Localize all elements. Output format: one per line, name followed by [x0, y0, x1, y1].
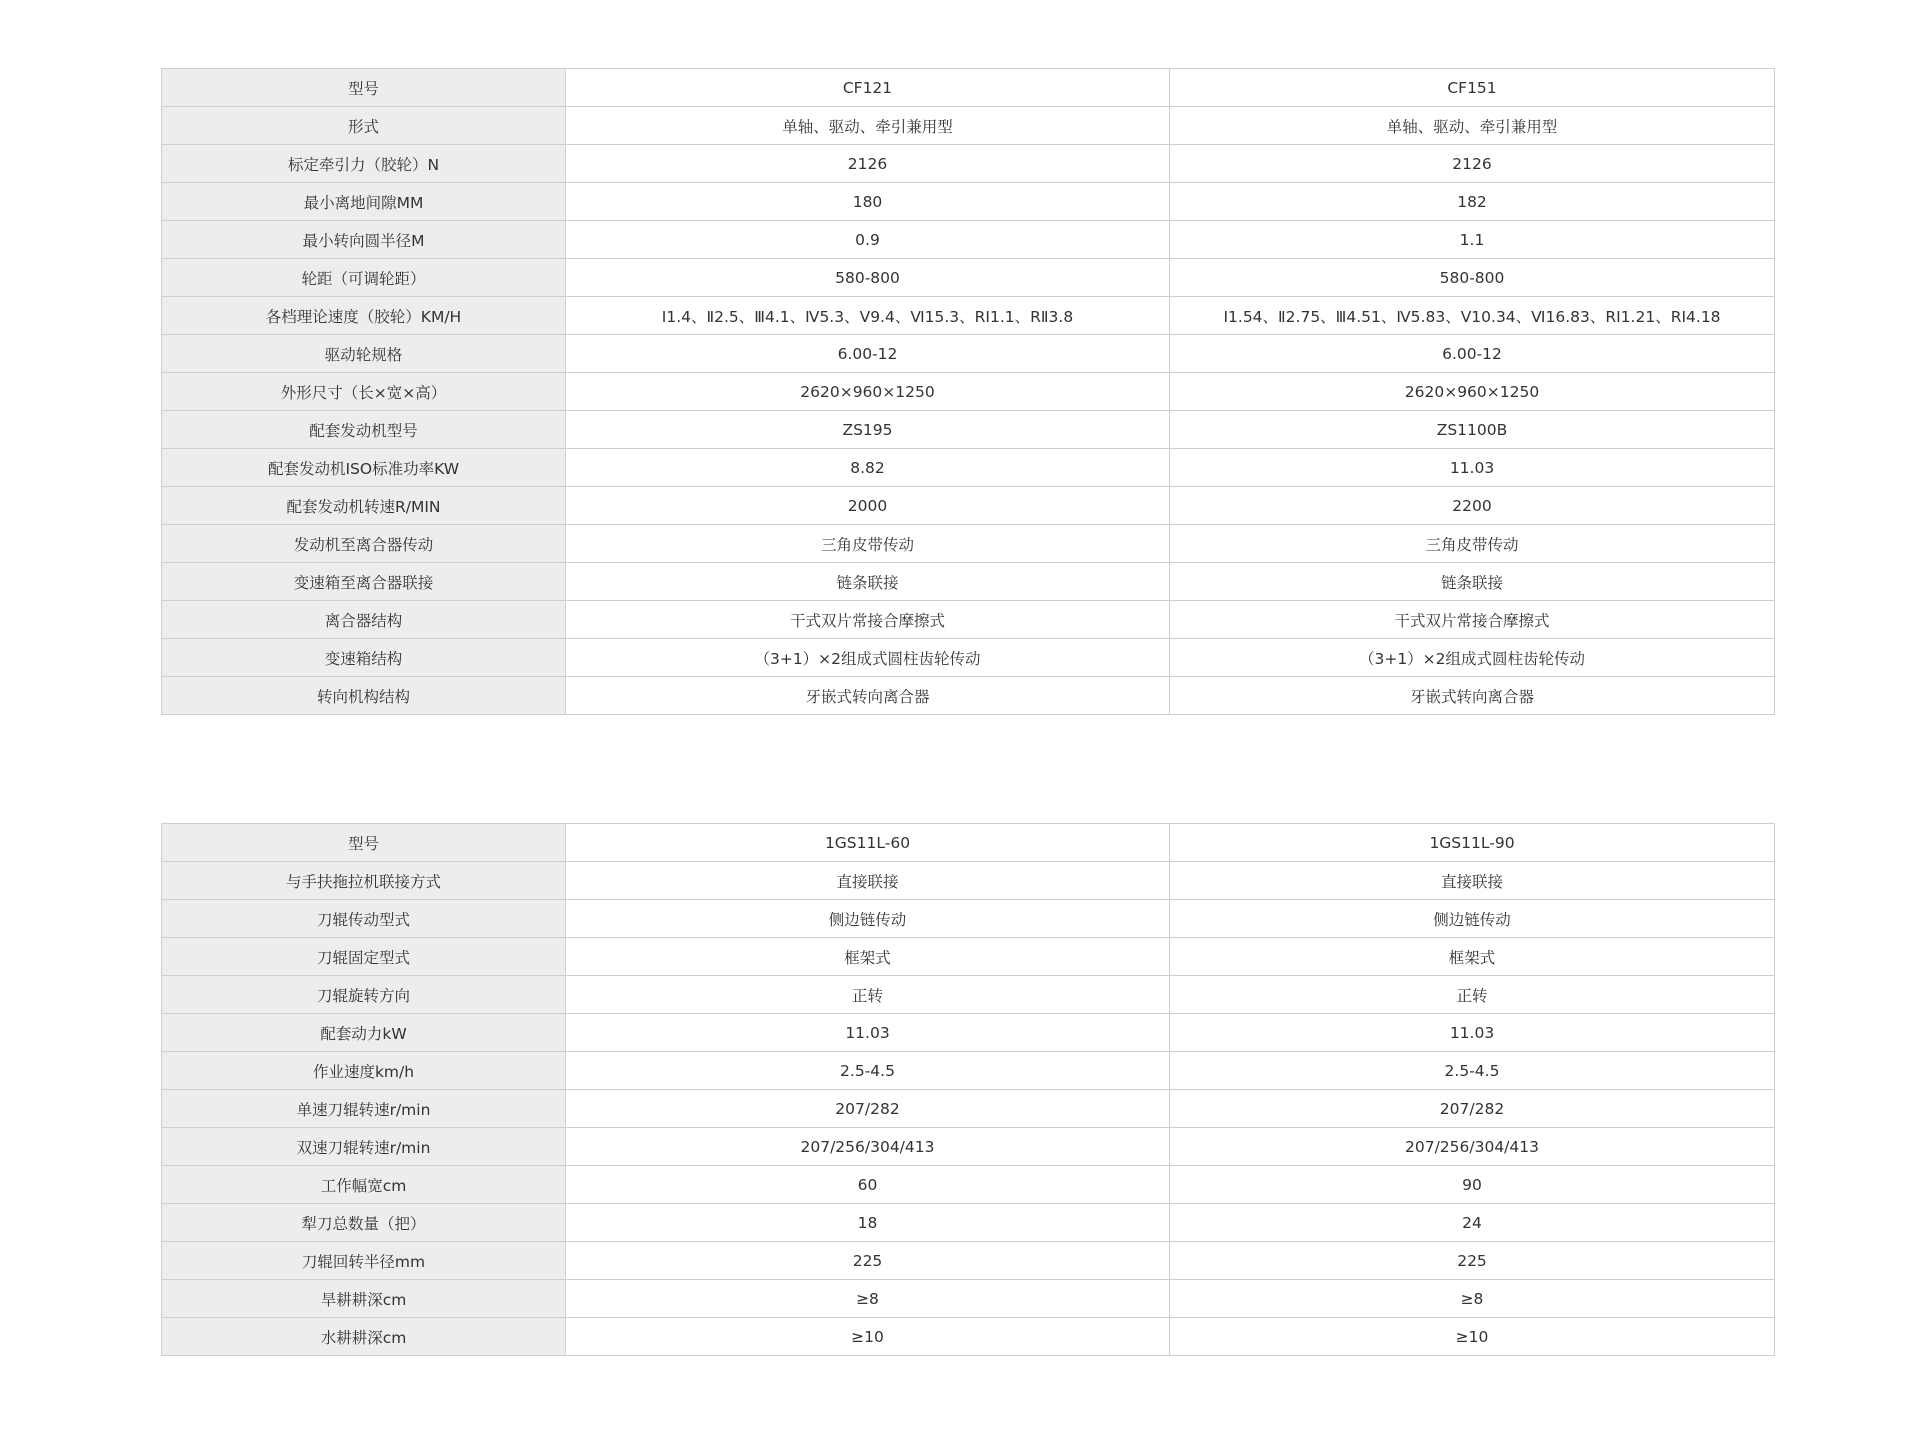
row-label: 与手扶拖拉机联接方式	[162, 862, 566, 900]
table-row	[162, 373, 1775, 411]
row-value-a: 框架式	[566, 938, 1170, 976]
table-row	[162, 1204, 1775, 1242]
row-value-b: ≥8	[1170, 1280, 1775, 1318]
row-value-a: 6.00-12	[566, 335, 1170, 373]
row-label: 配套动力kW	[162, 1014, 566, 1052]
row-label: 各档理论速度（胶轮）KM/H	[162, 297, 566, 335]
row-value-a: 链条联接	[566, 563, 1170, 601]
row-value-b: 11.03	[1170, 1014, 1775, 1052]
table-row	[162, 221, 1775, 259]
row-value-b: 2620×960×1250	[1170, 373, 1775, 411]
row-label: 犁刀总数量（把）	[162, 1204, 566, 1242]
row-value-a: 1GS11L-60	[566, 824, 1170, 862]
row-label: 刀辊固定型式	[162, 938, 566, 976]
table-row	[162, 862, 1775, 900]
row-value-a: ≥10	[566, 1318, 1170, 1356]
row-value-a: 2126	[566, 145, 1170, 183]
row-value-b: 580-800	[1170, 259, 1775, 297]
row-label: 轮距（可调轮距）	[162, 259, 566, 297]
row-value-b: 225	[1170, 1242, 1775, 1280]
row-label: 最小离地间隙MM	[162, 183, 566, 221]
row-value-b: 2.5-4.5	[1170, 1052, 1775, 1090]
row-label: 配套发动机ISO标准功率KW	[162, 449, 566, 487]
table-row	[162, 563, 1775, 601]
row-label: 旱耕耕深cm	[162, 1280, 566, 1318]
table-row	[162, 487, 1775, 525]
row-label: 刀辊旋转方向	[162, 976, 566, 1014]
row-value-b: 直接联接	[1170, 862, 1775, 900]
row-value-b: 框架式	[1170, 938, 1775, 976]
table-row	[162, 1090, 1775, 1128]
row-value-a: 直接联接	[566, 862, 1170, 900]
row-value-b: 1.1	[1170, 221, 1775, 259]
row-value-b: 单轴、驱动、牵引兼用型	[1170, 107, 1775, 145]
row-value-b: 6.00-12	[1170, 335, 1775, 373]
table-row	[162, 69, 1775, 107]
row-value-a: ZS195	[566, 411, 1170, 449]
row-label: 双速刀辊转速r/min	[162, 1128, 566, 1166]
row-label: 单速刀辊转速r/min	[162, 1090, 566, 1128]
table-row	[162, 1318, 1775, 1356]
row-label: 驱动轮规格	[162, 335, 566, 373]
row-value-a: 580-800	[566, 259, 1170, 297]
table-row	[162, 824, 1775, 862]
row-label: 配套发动机转速R/MIN	[162, 487, 566, 525]
row-value-b: 2126	[1170, 145, 1775, 183]
row-label: 离合器结构	[162, 601, 566, 639]
table-row	[162, 107, 1775, 145]
row-value-a: 207/256/304/413	[566, 1128, 1170, 1166]
row-value-a: 207/282	[566, 1090, 1170, 1128]
row-label: 型号	[162, 69, 566, 107]
row-label: 配套发动机型号	[162, 411, 566, 449]
row-value-b: 三角皮带传动	[1170, 525, 1775, 563]
spec-table-cf	[161, 68, 1775, 715]
row-label: 标定牵引力（胶轮）N	[162, 145, 566, 183]
row-value-a: 2620×960×1250	[566, 373, 1170, 411]
row-value-a: Ⅰ1.4、Ⅱ2.5、Ⅲ4.1、Ⅳ5.3、Ⅴ9.4、Ⅵ15.3、RⅠ1.1、RⅡ3.8	[566, 297, 1170, 335]
row-value-a: ≥8	[566, 1280, 1170, 1318]
row-label: 型号	[162, 824, 566, 862]
row-value-b: 207/256/304/413	[1170, 1128, 1775, 1166]
row-label: 作业速度km/h	[162, 1052, 566, 1090]
table-row	[162, 297, 1775, 335]
row-value-a: 225	[566, 1242, 1170, 1280]
row-label: 刀辊传动型式	[162, 900, 566, 938]
table-row	[162, 938, 1775, 976]
row-label: 发动机至离合器传动	[162, 525, 566, 563]
row-value-b: 207/282	[1170, 1090, 1775, 1128]
row-label: 最小转向圆半径M	[162, 221, 566, 259]
row-value-a: 0.9	[566, 221, 1170, 259]
table-row	[162, 976, 1775, 1014]
table-row	[162, 1242, 1775, 1280]
row-value-a: （3+1）×2组成式圆柱齿轮传动	[566, 639, 1170, 677]
row-value-b: 侧边链传动	[1170, 900, 1775, 938]
table-row	[162, 601, 1775, 639]
row-label: 水耕耕深cm	[162, 1318, 566, 1356]
table-row	[162, 677, 1775, 715]
row-value-a: 180	[566, 183, 1170, 221]
row-value-a: 正转	[566, 976, 1170, 1014]
row-value-a: 三角皮带传动	[566, 525, 1170, 563]
spec-table-1gs-body	[162, 824, 1775, 1356]
row-label: 形式	[162, 107, 566, 145]
row-value-a: 2.5-4.5	[566, 1052, 1170, 1090]
table-row	[162, 259, 1775, 297]
row-label: 工作幅宽cm	[162, 1166, 566, 1204]
table-row	[162, 639, 1775, 677]
row-value-a: 2000	[566, 487, 1170, 525]
row-value-b: 正转	[1170, 976, 1775, 1014]
row-value-b: 24	[1170, 1204, 1775, 1242]
row-value-a: 8.82	[566, 449, 1170, 487]
row-value-b: 90	[1170, 1166, 1775, 1204]
row-value-a: 侧边链传动	[566, 900, 1170, 938]
table-row	[162, 900, 1775, 938]
table-row	[162, 1128, 1775, 1166]
row-label: 外形尺寸（长×宽×高）	[162, 373, 566, 411]
table-row	[162, 1166, 1775, 1204]
row-value-b: Ⅰ1.54、Ⅱ2.75、Ⅲ4.51、Ⅳ5.83、Ⅴ10.34、Ⅵ16.83、RⅠ1.21、RⅠ4.18	[1170, 297, 1775, 335]
row-value-a: CF121	[566, 69, 1170, 107]
row-value-a: 单轴、驱动、牵引兼用型	[566, 107, 1170, 145]
row-value-b: 11.03	[1170, 449, 1775, 487]
table-row	[162, 1280, 1775, 1318]
table-row	[162, 525, 1775, 563]
row-value-a: 牙嵌式转向离合器	[566, 677, 1170, 715]
row-value-b: ZS1100B	[1170, 411, 1775, 449]
table-row	[162, 1014, 1775, 1052]
table-row	[162, 411, 1775, 449]
row-value-b: 1GS11L-90	[1170, 824, 1775, 862]
table-row	[162, 449, 1775, 487]
row-value-b: CF151	[1170, 69, 1775, 107]
table-row	[162, 1052, 1775, 1090]
row-value-b: 链条联接	[1170, 563, 1775, 601]
row-value-a: 11.03	[566, 1014, 1170, 1052]
row-label: 转向机构结构	[162, 677, 566, 715]
row-value-b: ≥10	[1170, 1318, 1775, 1356]
table-row	[162, 183, 1775, 221]
row-value-b: 182	[1170, 183, 1775, 221]
spec-table-cf-body	[162, 69, 1775, 715]
row-value-b: 干式双片常接合摩擦式	[1170, 601, 1775, 639]
row-value-a: 18	[566, 1204, 1170, 1242]
table-row	[162, 335, 1775, 373]
row-label: 变速箱至离合器联接	[162, 563, 566, 601]
row-value-b: （3+1）×2组成式圆柱齿轮传动	[1170, 639, 1775, 677]
row-value-b: 牙嵌式转向离合器	[1170, 677, 1775, 715]
row-value-a: 60	[566, 1166, 1170, 1204]
row-value-b: 2200	[1170, 487, 1775, 525]
table-row	[162, 145, 1775, 183]
row-value-a: 干式双片常接合摩擦式	[566, 601, 1170, 639]
row-label: 变速箱结构	[162, 639, 566, 677]
spec-table-1gs	[161, 823, 1775, 1356]
row-label: 刀辊回转半径mm	[162, 1242, 566, 1280]
